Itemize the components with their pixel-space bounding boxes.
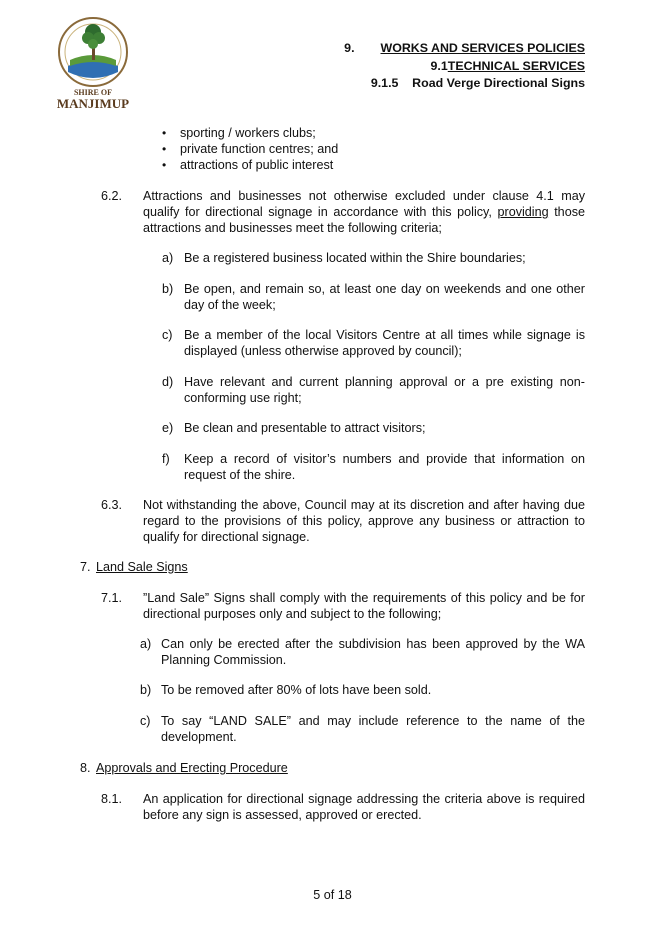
criteria-label: c) bbox=[162, 328, 173, 342]
condition-text: To be removed after 80% of lots have been sold. bbox=[161, 683, 432, 697]
criteria-text: Be a member of the local Visitors Centre at all times while signage is displayed (unless otherwise approved by council); bbox=[184, 328, 585, 358]
criteria-text: Be clean and presentable to attract visitors; bbox=[184, 421, 426, 435]
clause-8-1-text: An application for directional signage addressing the criteria above is required before any sign is assessed, approved or erected. bbox=[143, 792, 585, 822]
criteria-text: Be a registered business located within the Shire boundaries; bbox=[184, 251, 526, 265]
header-line-1 bbox=[344, 40, 585, 56]
logo-text-line2: MANJIMUP bbox=[56, 96, 130, 111]
bullet-dot-icon: • bbox=[162, 142, 167, 156]
underlined-word: providing bbox=[497, 205, 549, 219]
bullet-dot-icon: • bbox=[162, 126, 167, 140]
condition-label: b) bbox=[140, 683, 152, 697]
condition-label: c) bbox=[140, 714, 151, 728]
shire-logo bbox=[48, 14, 138, 114]
condition-label: a) bbox=[140, 637, 152, 651]
section-number-7: 7. bbox=[80, 560, 91, 574]
page-number: 5 of 18 bbox=[313, 888, 352, 902]
section-number-8: 8. bbox=[80, 761, 91, 775]
criteria-label: e) bbox=[162, 421, 174, 435]
header-subsection-number: 9.1 bbox=[430, 59, 448, 73]
header-section-number: 9. bbox=[344, 41, 355, 55]
header-line-3: 9.1.5 Road Verge Directional Signs bbox=[370, 76, 585, 90]
clause-number-8-1: 8.1. bbox=[101, 792, 123, 806]
header-section-title: WORKS AND SERVICES POLICIES bbox=[380, 41, 585, 55]
bullet-dot-icon: • bbox=[162, 158, 167, 172]
criteria-label: d) bbox=[162, 375, 174, 389]
clause-number-7-1: 7.1. bbox=[101, 591, 123, 605]
clause-6-3-text: Not withstanding the above, Council may at its discretion and after having due regard to the provisions of this policy, approve any business or attraction to qualify for directional signage. bbox=[143, 498, 585, 544]
clause-number-6-2: 6.2. bbox=[101, 189, 123, 203]
criteria-label: b) bbox=[162, 282, 174, 296]
criteria-label: a) bbox=[162, 251, 174, 265]
clause-number-6-3: 6.3. bbox=[101, 498, 123, 512]
criteria-text: Keep a record of visitor’s numbers and provide that information on request of the shire. bbox=[184, 452, 585, 482]
clause-7-1-text: ”Land Sale” Signs shall comply with the requirements of this policy and be for directional purposes only and subject to the following; bbox=[143, 591, 585, 621]
criteria-text: Be open, and remain so, at least one day on weekends and one other day of the week; bbox=[184, 282, 585, 312]
criteria-text: Have relevant and current planning approval or a pre existing non-conforming use right; bbox=[184, 375, 585, 405]
logo-text-line1: SHIRE OF bbox=[73, 88, 112, 97]
header-subsection-title: TECHNICAL SERVICES bbox=[447, 59, 585, 73]
section-7-title: Land Sale Signs bbox=[96, 560, 188, 574]
condition-text: To say “LAND SALE” and may include reference to the name of the development. bbox=[161, 714, 585, 744]
section-8-title: Approvals and Erecting Procedure bbox=[96, 761, 288, 775]
condition-text: Can only be erected after the subdivision has been approved by the WA Planning Commission. bbox=[161, 637, 585, 667]
criteria-label: f) bbox=[162, 452, 170, 466]
header-line-2 bbox=[431, 58, 585, 74]
clause-6-2-text: Attractions and businesses not otherwise excluded under clause 4.1 may qualify for directional signage in accordance with this policy, providing those attractions and businesses meet the following criteria; bbox=[143, 189, 585, 235]
